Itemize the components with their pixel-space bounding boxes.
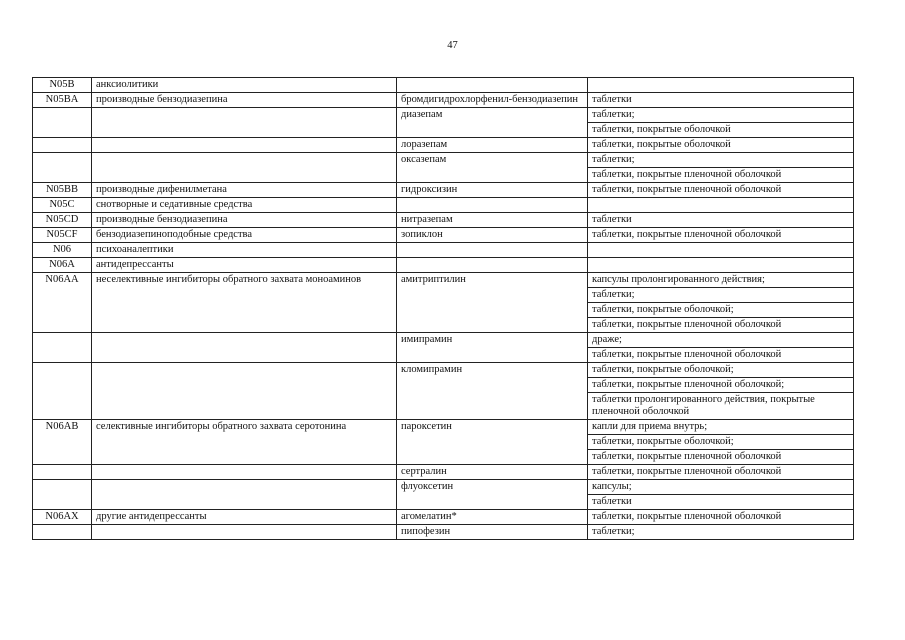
dosage-form-cell (588, 78, 854, 93)
group-name-cell: производные дифенилметана (92, 183, 397, 198)
dosage-form-cell: драже; (588, 333, 854, 348)
table-row (33, 108, 854, 123)
page-number: 47 (447, 40, 458, 51)
table-row (33, 138, 854, 153)
drug-name-cell: оксазепам (397, 153, 588, 183)
table-row (33, 228, 854, 243)
drug-name-cell: бромдигидрохлорфенил-бензодиазепин (397, 93, 588, 108)
atc-code-cell: N05BB (33, 183, 92, 198)
medication-table (32, 77, 854, 540)
drug-name-cell: имипрамин (397, 333, 588, 363)
atc-code-cell: N06AA (33, 273, 92, 333)
atc-code-cell (33, 153, 92, 183)
group-name-cell (92, 153, 397, 183)
dosage-form-cell: таблетки, покрытые пленочной оболочкой (588, 450, 854, 465)
group-name-cell (92, 465, 397, 480)
group-name-cell: селективные ингибиторы обратного захвата серотонина (92, 420, 397, 465)
drug-name-cell (397, 78, 588, 93)
group-name-cell (92, 333, 397, 363)
table-row (33, 510, 854, 525)
dosage-form-cell: таблетки (588, 93, 854, 108)
group-name-cell: антидепрессанты (92, 258, 397, 273)
group-name-cell: снотворные и седативные средства (92, 198, 397, 213)
atc-code-cell (33, 108, 92, 138)
group-name-cell (92, 480, 397, 510)
drug-name-cell: гидроксизин (397, 183, 588, 198)
dosage-form-cell: таблетки, покрытые оболочкой; (588, 303, 854, 318)
atc-code-cell: N05CF (33, 228, 92, 243)
atc-code-cell: N06AX (33, 510, 92, 525)
table-row (33, 93, 854, 108)
dosage-form-cell: таблетки (588, 213, 854, 228)
table-row (33, 258, 854, 273)
dosage-form-cell: таблетки, покрытые пленочной оболочкой (588, 318, 854, 333)
dosage-form-cell: таблетки, покрытые оболочкой; (588, 363, 854, 378)
dosage-form-cell (588, 198, 854, 213)
dosage-form-cell: таблетки; (588, 108, 854, 123)
dosage-form-cell: таблетки; (588, 153, 854, 168)
table-row (33, 420, 854, 435)
group-name-cell (92, 138, 397, 153)
group-name-cell: психоаналептики (92, 243, 397, 258)
dosage-form-cell: таблетки, покрытые оболочкой (588, 138, 854, 153)
table-row (33, 480, 854, 495)
group-name-cell: бензодиазепиноподобные средства (92, 228, 397, 243)
dosage-form-cell: таблетки, покрытые оболочкой (588, 123, 854, 138)
drug-name-cell: кломипрамин (397, 363, 588, 420)
dosage-form-cell: таблетки; (588, 525, 854, 540)
dosage-form-cell: таблетки, покрытые оболочкой; (588, 435, 854, 450)
dosage-form-cell: таблетки, покрытые пленочной оболочкой (588, 348, 854, 363)
group-name-cell (92, 525, 397, 540)
drug-name-cell: флуоксетин (397, 480, 588, 510)
table-row (33, 333, 854, 348)
drug-name-cell: нитразепам (397, 213, 588, 228)
dosage-form-cell: таблетки, покрытые пленочной оболочкой (588, 465, 854, 480)
dosage-form-cell: таблетки, покрытые пленочной оболочкой; (588, 378, 854, 393)
table-body (33, 78, 854, 540)
atc-code-cell (33, 465, 92, 480)
drug-name-cell (397, 243, 588, 258)
dosage-form-cell: таблетки, покрытые пленочной оболочкой (588, 168, 854, 183)
drug-name-cell: сертралин (397, 465, 588, 480)
atc-code-cell: N06 (33, 243, 92, 258)
drug-name-cell (397, 258, 588, 273)
table-row (33, 525, 854, 540)
group-name-cell (92, 363, 397, 420)
table-row (33, 183, 854, 198)
dosage-form-cell: капли для приема внутрь; (588, 420, 854, 435)
atc-code-cell: N06A (33, 258, 92, 273)
drug-name-cell: диазепам (397, 108, 588, 138)
atc-code-cell: N06AB (33, 420, 92, 465)
dosage-form-cell: капсулы пролонгированного действия; (588, 273, 854, 288)
table-row (33, 243, 854, 258)
atc-code-cell: N05CD (33, 213, 92, 228)
drug-name-cell: лоразепам (397, 138, 588, 153)
group-name-cell (92, 108, 397, 138)
drug-name-cell: пипофезин (397, 525, 588, 540)
table-row (33, 78, 854, 93)
table-row (33, 363, 854, 378)
drug-name-cell: агомелатин* (397, 510, 588, 525)
dosage-form-cell (588, 258, 854, 273)
atc-code-cell: N05B (33, 78, 92, 93)
drug-name-cell (397, 198, 588, 213)
dosage-form-cell: таблетки, покрытые пленочной оболочкой (588, 183, 854, 198)
dosage-form-cell: капсулы; (588, 480, 854, 495)
atc-code-cell: N05C (33, 198, 92, 213)
dosage-form-cell: таблетки (588, 495, 854, 510)
atc-code-cell (33, 333, 92, 363)
table-row (33, 198, 854, 213)
table-row (33, 213, 854, 228)
group-name-cell: другие антидепрессанты (92, 510, 397, 525)
dosage-form-cell: таблетки, покрытые пленочной оболочкой (588, 510, 854, 525)
table-row (33, 153, 854, 168)
drug-name-cell: зопиклон (397, 228, 588, 243)
dosage-form-cell: таблетки; (588, 288, 854, 303)
atc-code-cell (33, 480, 92, 510)
group-name-cell: анксиолитики (92, 78, 397, 93)
group-name-cell: производные бензодиазепина (92, 93, 397, 108)
atc-code-cell (33, 363, 92, 420)
atc-code-cell: N05BA (33, 93, 92, 108)
table-row (33, 273, 854, 288)
dosage-form-cell: таблетки, покрытые пленочной оболочкой (588, 228, 854, 243)
drug-name-cell: пароксетин (397, 420, 588, 465)
table-row (33, 465, 854, 480)
atc-code-cell (33, 138, 92, 153)
dosage-form-cell: таблетки пролонгированного действия, покрытые пленочной оболочкой (588, 393, 854, 420)
dosage-form-cell (588, 243, 854, 258)
group-name-cell: неселективные ингибиторы обратного захвата моноаминов (92, 273, 397, 333)
atc-code-cell (33, 525, 92, 540)
group-name-cell: производные бензодиазепина (92, 213, 397, 228)
drug-name-cell: амитриптилин (397, 273, 588, 333)
